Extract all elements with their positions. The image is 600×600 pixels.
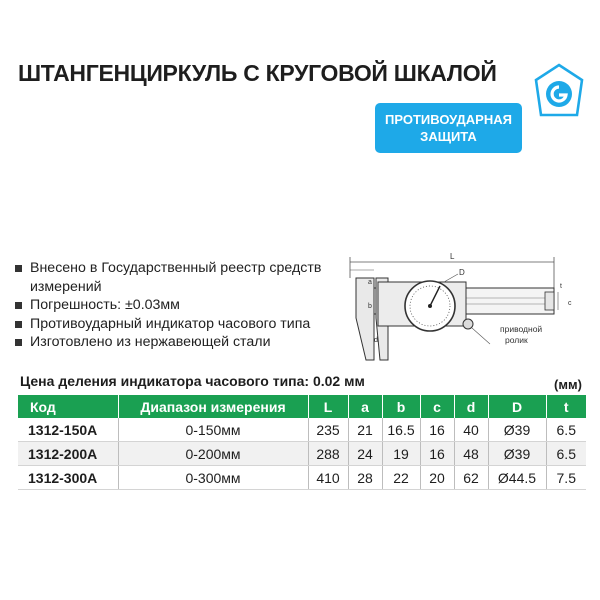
- table-row: [18, 442, 586, 466]
- label-t: t: [560, 283, 562, 290]
- col-header-d: d: [454, 395, 488, 418]
- cell-c: 16: [420, 442, 454, 466]
- feature-item: Противоударный индикатор часового типа: [14, 315, 324, 334]
- cell-L: 235: [308, 418, 348, 442]
- cell-code: 1312-300A: [18, 466, 118, 490]
- label-L: L: [450, 252, 455, 261]
- spec-table: [18, 395, 586, 490]
- feature-item: Погрешность: ±0.03мм: [14, 296, 324, 315]
- label-roller-1: приводной: [500, 324, 543, 334]
- col-header-c: c: [420, 395, 454, 418]
- cell-range: 0-150мм: [118, 418, 308, 442]
- bullet-icon: [15, 302, 22, 309]
- label-c: c: [568, 300, 572, 307]
- cell-range: 0-200мм: [118, 442, 308, 466]
- col-header-a: a: [348, 395, 382, 418]
- badge-line-1: ПРОТИВОУДАРНАЯ: [385, 112, 512, 127]
- cell-code: 1312-200A: [18, 442, 118, 466]
- cell-t: 6.5: [546, 442, 586, 466]
- cell-code: 1312-150A: [18, 418, 118, 442]
- feature-item: Внесено в Государственный реестр средств измерений: [14, 259, 324, 296]
- cell-L: 288: [308, 442, 348, 466]
- cell-D: Ø39: [488, 418, 546, 442]
- label-D: D: [459, 268, 465, 277]
- cell-d: 48: [454, 442, 488, 466]
- cell-range: 0-300мм: [118, 466, 308, 490]
- cell-a: 28: [348, 466, 382, 490]
- cell-b: 16.5: [382, 418, 420, 442]
- cell-b: 19: [382, 442, 420, 466]
- table-header-row: [18, 395, 586, 418]
- feature-item: Изготовлено из нержавеющей стали: [14, 333, 324, 352]
- label-roller-2: ролик: [505, 335, 528, 345]
- col-header-t: t: [546, 395, 586, 418]
- cell-L: 410: [308, 466, 348, 490]
- cell-a: 24: [348, 442, 382, 466]
- feature-list: [14, 259, 324, 352]
- bullet-icon: [15, 339, 22, 346]
- cell-b: 22: [382, 466, 420, 490]
- gost-certification-logo-icon: [533, 63, 585, 121]
- col-header-L: L: [308, 395, 348, 418]
- cell-a: 21: [348, 418, 382, 442]
- cell-d: 40: [454, 418, 488, 442]
- table-row: [18, 466, 586, 490]
- bullet-icon: [15, 265, 22, 272]
- shockproof-badge: [375, 103, 522, 153]
- label-b: b: [368, 303, 372, 310]
- cell-d: 62: [454, 466, 488, 490]
- table-row: [18, 418, 586, 442]
- cell-D: Ø44.5: [488, 466, 546, 490]
- table-subtitle: Цена деления индикатора часового типа: 0.02 мм: [20, 373, 365, 389]
- caliper-drawing: [340, 248, 590, 363]
- label-d: d: [374, 337, 378, 344]
- label-a: a: [368, 279, 372, 286]
- bullet-icon: [15, 321, 22, 328]
- unit-label: (мм): [554, 377, 582, 392]
- col-header-code: Код: [18, 395, 118, 418]
- cell-D: Ø39: [488, 442, 546, 466]
- cell-t: 6.5: [546, 418, 586, 442]
- cell-c: 20: [420, 466, 454, 490]
- page-title: ШТАНГЕНЦИРКУЛЬ С КРУГОВОЙ ШКАЛОЙ: [18, 60, 497, 86]
- col-header-b: b: [382, 395, 420, 418]
- col-header-D: D: [488, 395, 546, 418]
- badge-line-2: ЗАЩИТА: [420, 129, 477, 144]
- cell-t: 7.5: [546, 466, 586, 490]
- col-header-range: Диапазон измерения: [118, 395, 308, 418]
- cell-c: 16: [420, 418, 454, 442]
